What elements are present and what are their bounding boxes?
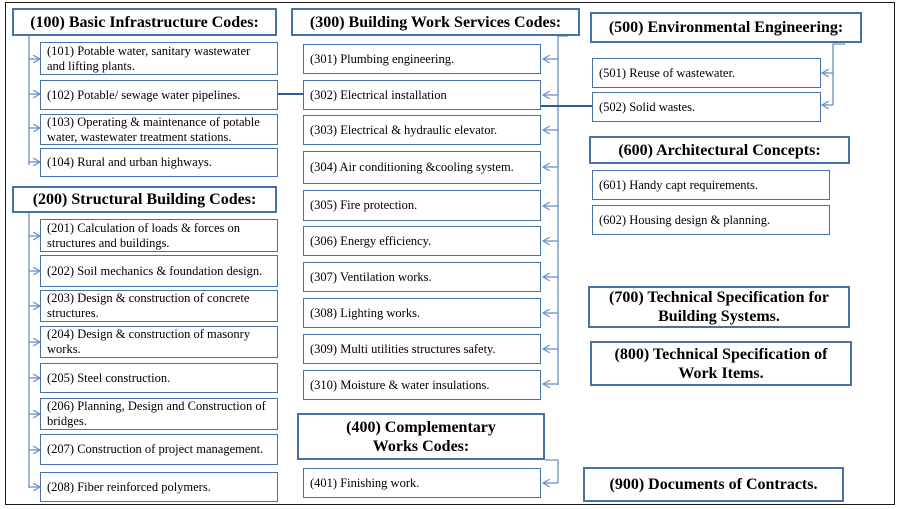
item-208: (208) Fiber reinforced polymers. [40, 472, 278, 502]
item-102: (102) Potable/ sewage water pipelines. [40, 80, 278, 110]
group-600-header: (600) Architectural Concepts: [589, 136, 850, 164]
group-800-header: (800) Technical Specification of Work Items. [590, 341, 852, 386]
group-200-header: (200) Structural Building Codes: [12, 186, 277, 213]
item-101: (101) Potable water, sanitary wastewater and lifting plants. [40, 42, 278, 75]
item-305: (305) Fire protection. [303, 190, 541, 221]
item-207: (207) Construction of project management. [40, 434, 278, 465]
group-400-header: (400) Complementary Works Codes: [297, 413, 545, 460]
item-303: (303) Electrical & hydraulic elevator. [303, 115, 541, 145]
item-310: (310) Moisture & water insulations. [303, 370, 541, 400]
item-601: (601) Handy capt requirements. [592, 170, 830, 200]
item-302: (302) Electrical installation [303, 80, 541, 110]
item-201: (201) Calculation of loads & forces on structures and buildings. [40, 219, 278, 252]
item-306: (306) Energy efficiency. [303, 226, 541, 256]
item-104: (104) Rural and urban highways. [40, 148, 278, 177]
group-300-header: (300) Building Work Services Codes: [291, 8, 580, 36]
connector-trunk-300 [558, 36, 568, 385]
item-204: (204) Design & construction of masonry works. [40, 326, 278, 358]
item-304: (304) Air conditioning &cooling system. [303, 151, 541, 184]
group-500-header: (500) Environmental Engineering: [590, 12, 862, 43]
item-103: (103) Operating & maintenance of potable water, wastewater treatment stations. [40, 114, 278, 145]
group-700-header: (700) Technical Specification for Building Systems. [588, 286, 850, 328]
item-309: (309) Multi utilities structures safety. [303, 334, 541, 364]
item-301: (301) Plumbing engineering. [303, 44, 541, 74]
item-202: (202) Soil mechanics & foundation design. [40, 255, 278, 287]
item-203: (203) Design & construction of concrete structures. [40, 290, 278, 322]
group-900-header: (900) Documents of Contracts. [583, 467, 844, 502]
item-501: (501) Reuse of wastewater. [592, 58, 821, 88]
item-307: (307) Ventilation works. [303, 262, 541, 292]
connector-trunk-400 [545, 460, 558, 483]
item-205: (205) Steel construction. [40, 363, 278, 393]
connector-trunk-500 [833, 44, 845, 105]
item-308: (308) Lighting works. [303, 298, 541, 328]
item-401: (401) Finishing work. [303, 468, 541, 498]
item-206: (206) Planning, Design and Construction of bridges. [40, 398, 278, 430]
group-100-header: (100) Basic Infrastructure Codes: [12, 8, 277, 36]
item-502: (502) Solid wastes. [592, 92, 821, 122]
item-602: (602) Housing design & planning. [592, 205, 830, 235]
